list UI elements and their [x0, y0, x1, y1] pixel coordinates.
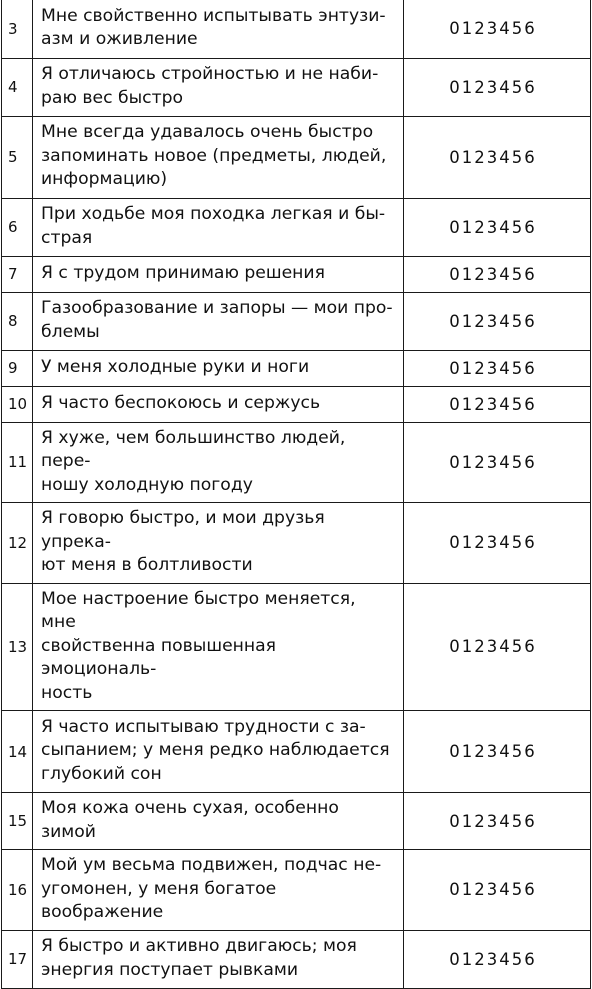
question-row [2, 422, 591, 503]
rating-scale[interactable]: 0123456 [404, 0, 591, 58]
rating-scale[interactable]: 0123456 [404, 386, 591, 422]
question-row [2, 198, 591, 256]
rating-scale[interactable]: 0123456 [404, 292, 591, 350]
question-text: Я часто испытываю трудности с за- сыпанием; у меня редко наблюдается глубокий сон [33, 711, 404, 793]
question-text: Мой ум весьма подвижен, подчас не- угомонен, у меня богатое воображение [33, 850, 404, 931]
question-row [2, 116, 591, 198]
question-row [2, 711, 591, 793]
question-text: Я часто беспокоюсь и сержусь [33, 386, 404, 422]
question-row [2, 0, 591, 58]
question-number: 8 [2, 292, 33, 350]
questionnaire-body [2, 0, 591, 988]
question-text: При ходьбе моя походка легкая и бы- страя [33, 198, 404, 256]
question-text: Я с трудом принимаю решения [33, 256, 404, 292]
question-text: Я хуже, чем большинство людей, пере- ношу холодную погоду [33, 422, 404, 503]
rating-scale[interactable]: 0123456 [404, 350, 591, 386]
question-row [2, 583, 591, 711]
rating-scale[interactable]: 0123456 [404, 116, 591, 198]
question-text: Я отличаюсь стройностью и не наби- раю вес быстро [33, 58, 404, 116]
rating-scale[interactable]: 0123456 [404, 198, 591, 256]
question-number: 17 [2, 930, 33, 988]
question-text: У меня холодные руки и ноги [33, 350, 404, 386]
question-number: 12 [2, 503, 33, 584]
rating-scale[interactable]: 0123456 [404, 422, 591, 503]
question-number: 15 [2, 793, 33, 850]
question-text: Мое настроение быстро меняется, мне свойственна повышенная эмоциональ- ность [33, 583, 404, 711]
question-number: 16 [2, 850, 33, 931]
question-number: 7 [2, 256, 33, 292]
question-number: 13 [2, 583, 33, 711]
question-text: Я говорю быстро, и мои друзья упрека- ют меня в болтливости [33, 503, 404, 584]
questionnaire-table [1, 0, 591, 989]
rating-scale[interactable]: 0123456 [404, 58, 591, 116]
rating-scale[interactable]: 0123456 [404, 256, 591, 292]
question-number: 6 [2, 198, 33, 256]
rating-scale[interactable]: 0123456 [404, 503, 591, 584]
rating-scale[interactable]: 0123456 [404, 793, 591, 850]
question-text: Газообразование и запоры — мои про- блемы [33, 292, 404, 350]
question-row [2, 850, 591, 931]
question-row [2, 503, 591, 584]
question-text: Мне свойственно испытывать энтузи- азм и оживление [33, 0, 404, 58]
question-row [2, 58, 591, 116]
question-row [2, 386, 591, 422]
rating-scale[interactable]: 0123456 [404, 930, 591, 988]
rating-scale[interactable]: 0123456 [404, 850, 591, 931]
question-number: 14 [2, 711, 33, 793]
question-row [2, 292, 591, 350]
question-row [2, 930, 591, 988]
question-number: 5 [2, 116, 33, 198]
question-row [2, 793, 591, 850]
question-text: Я быстро и активно двигаюсь; моя энергия поступает рывками [33, 930, 404, 988]
question-text: Мне всегда удавалось очень быстро запоминать новое (предметы, людей, информацию) [33, 116, 404, 198]
question-row [2, 256, 591, 292]
rating-scale[interactable]: 0123456 [404, 711, 591, 793]
question-number: 3 [2, 0, 33, 58]
question-number: 10 [2, 386, 33, 422]
question-number: 11 [2, 422, 33, 503]
rating-scale[interactable]: 0123456 [404, 583, 591, 711]
question-text: Моя кожа очень сухая, особенно зимой [33, 793, 404, 850]
question-number: 4 [2, 58, 33, 116]
question-number: 9 [2, 350, 33, 386]
question-row [2, 350, 591, 386]
